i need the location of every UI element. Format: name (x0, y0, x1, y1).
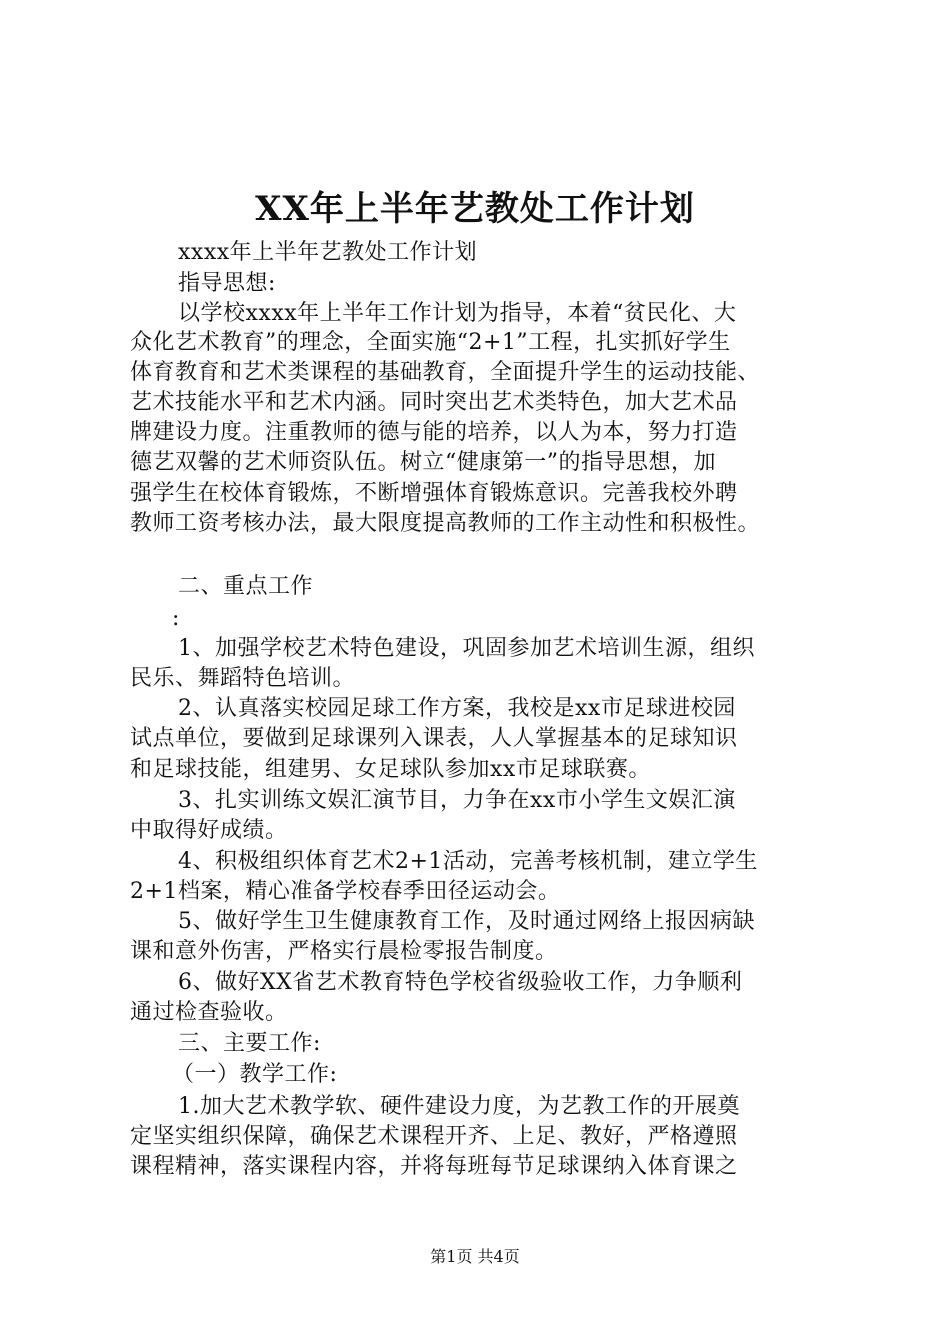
list-item-line: 5、做好学生卫生健康教育工作，及时通过网络上报因病缺 (178, 909, 755, 934)
paragraph-line: 德艺双馨的艺术师资队伍。树立“健康第一”的指导思想，加 (130, 450, 716, 475)
list-item-line: 2+1档案，精心准备学校春季田径运动会。 (130, 879, 561, 904)
list-item-line: 6、做好XX省艺术教育特色学校省级验收工作，力争顺利 (178, 970, 743, 995)
subsection-heading: （一）教学工作: (172, 1062, 338, 1087)
list-item-line: 3、扎实训练文娱汇演节目，力争在xx市小学生文娱汇演 (178, 788, 736, 813)
paragraph-line: 众化艺术教育”的理念，全面实施“2+1”工程，扎实抓好学生 (130, 330, 731, 355)
list-item-line: 2、认真落实校园足球工作方案，我校是xx市足球进校园 (178, 696, 736, 721)
paragraph-line: 教师工资考核办法，最大限度提高教师的工作主动性和积极性。 (130, 511, 761, 536)
list-item-line: 和足球技能，组建男、女足球队参加xx市足球联赛。 (130, 757, 651, 782)
paragraph-line: 课程精神，落实课程内容，并将每班每节足球课纳入体育课之 (130, 1154, 738, 1179)
list-item-line: 中取得好成绩。 (130, 818, 288, 843)
body-line: xxxx年上半年艺教处工作计划 (178, 240, 478, 265)
paragraph-line: 体育教育和艺术类课程的基础教育，全面提升学生的运动技能、 (130, 360, 761, 385)
list-item-line: 试点单位，要做到足球课列入课表，人人掌握基本的足球知识 (130, 726, 738, 751)
paragraph-line: 定坚实组织保障，确保艺术课程开齐、上足、教好，严格遵照 (130, 1124, 738, 1149)
list-item-line: 民乐、舞蹈特色培训。 (130, 666, 356, 691)
document-title: XX年上半年艺教处工作计划 (255, 189, 695, 229)
colon-line: : (172, 606, 180, 631)
list-item-line: 通过检查验收。 (130, 1000, 288, 1025)
paragraph-line: 艺术技能水平和艺术内涵。同时突出艺术类特色，加大艺术品 (130, 390, 738, 415)
body-line: 指导思想: (178, 271, 276, 296)
paragraph-line: 以学校xxxx年上半年工作计划为指导，本着“贫民化、大 (178, 301, 737, 326)
list-item-line: 1、加强学校艺术特色建设，巩固参加艺术培训生源，组织 (178, 636, 755, 661)
list-item-line: 4、积极组织体育艺术2+1活动，完善考核机制，建立学生 (178, 849, 758, 874)
section-heading: 二、重点工作 (178, 574, 314, 599)
section-heading: 三、主要工作: (178, 1031, 321, 1056)
list-item-line: 课和意外伤害，严格实行晨检零报告制度。 (130, 939, 558, 964)
paragraph-line: 强学生在校体育锻炼，不断增强体育锻炼意识。完善我校外聘 (130, 481, 738, 506)
paragraph-line: 牌建设力度。注重教师的德与能的培养，以人为本，努力打造 (130, 420, 738, 445)
paragraph-line: 1.加大艺术教学软、硬件建设力度，为艺教工作的开展奠 (178, 1094, 740, 1119)
page-number: 第1页 共4页 (430, 1247, 520, 1266)
